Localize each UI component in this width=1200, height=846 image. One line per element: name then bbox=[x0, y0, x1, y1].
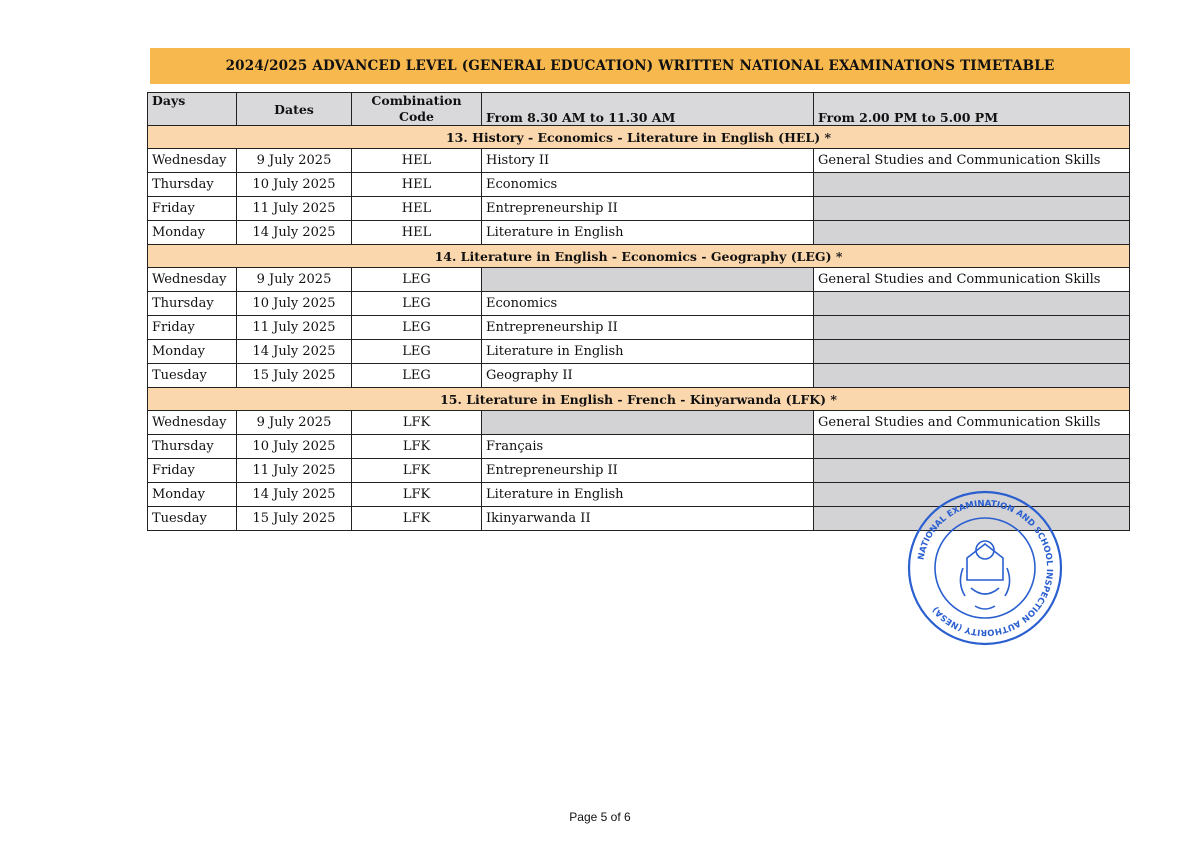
table-row bbox=[148, 221, 1130, 245]
day-cell: Tuesday bbox=[148, 507, 237, 531]
afternoon-subject-cell: General Studies and Communication Skills bbox=[814, 268, 1130, 292]
day-cell: Thursday bbox=[148, 292, 237, 316]
combination-code-cell: LFK bbox=[352, 435, 482, 459]
morning-subject-cell: Français bbox=[482, 435, 814, 459]
morning-subject-cell: Literature in English bbox=[482, 483, 814, 507]
morning-subject-cell: Literature in English bbox=[482, 221, 814, 245]
combination-code-cell: HEL bbox=[352, 197, 482, 221]
combination-code-cell: HEL bbox=[352, 173, 482, 197]
afternoon-subject-cell bbox=[814, 364, 1130, 388]
day-cell: Thursday bbox=[148, 173, 237, 197]
combination-code-cell: HEL bbox=[352, 221, 482, 245]
day-cell: Thursday bbox=[148, 435, 237, 459]
date-cell: 10 July 2025 bbox=[237, 173, 352, 197]
morning-subject-cell: Entrepreneurship II bbox=[482, 197, 814, 221]
morning-subject-cell: Entrepreneurship II bbox=[482, 459, 814, 483]
combination-code-cell: LEG bbox=[352, 268, 482, 292]
afternoon-subject-cell bbox=[814, 435, 1130, 459]
timetable-title: 2024/2025 ADVANCED LEVEL (GENERAL EDUCATION) WRITTEN NATIONAL EXAMINATIONS TIMETABLE bbox=[150, 48, 1130, 84]
afternoon-subject-cell bbox=[814, 221, 1130, 245]
table-row bbox=[148, 316, 1130, 340]
svg-text:NATIONAL EXAMINATION AND SCHOO bbox=[917, 499, 1055, 637]
table-row bbox=[148, 149, 1130, 173]
combination-section-heading bbox=[148, 126, 1130, 149]
table-row bbox=[148, 197, 1130, 221]
date-cell: 14 July 2025 bbox=[237, 340, 352, 364]
morning-subject-cell bbox=[482, 268, 814, 292]
section-heading-text: 15. Literature in English - French - Kinyarwanda (LFK) * bbox=[148, 388, 1130, 411]
day-cell: Monday bbox=[148, 221, 237, 245]
morning-subject-cell: Geography II bbox=[482, 364, 814, 388]
combination-code-cell: LEG bbox=[352, 340, 482, 364]
date-cell: 9 July 2025 bbox=[237, 149, 352, 173]
table-row bbox=[148, 292, 1130, 316]
morning-subject-cell: Economics bbox=[482, 292, 814, 316]
timetable-body bbox=[148, 126, 1130, 531]
date-cell: 10 July 2025 bbox=[237, 292, 352, 316]
timetable-table bbox=[147, 92, 1130, 531]
morning-subject-cell: Economics bbox=[482, 173, 814, 197]
date-cell: 11 July 2025 bbox=[237, 459, 352, 483]
table-header-row bbox=[148, 93, 1130, 126]
combination-code-cell: LFK bbox=[352, 507, 482, 531]
day-cell: Wednesday bbox=[148, 268, 237, 292]
combination-section-heading bbox=[148, 245, 1130, 268]
nesa-seal-stamp bbox=[905, 488, 1065, 648]
morning-subject-cell: Entrepreneurship II bbox=[482, 316, 814, 340]
morning-subject-cell bbox=[482, 411, 814, 435]
combination-code-cell: LEG bbox=[352, 292, 482, 316]
day-cell: Wednesday bbox=[148, 149, 237, 173]
combination-code-cell: LEG bbox=[352, 364, 482, 388]
table-row bbox=[148, 340, 1130, 364]
date-cell: 11 July 2025 bbox=[237, 197, 352, 221]
afternoon-subject-cell bbox=[814, 459, 1130, 483]
table-row bbox=[148, 459, 1130, 483]
date-cell: 15 July 2025 bbox=[237, 507, 352, 531]
table-row bbox=[148, 364, 1130, 388]
date-cell: 14 July 2025 bbox=[237, 221, 352, 245]
section-heading-text: 13. History - Economics - Literature in English (HEL) * bbox=[148, 126, 1130, 149]
day-cell: Wednesday bbox=[148, 411, 237, 435]
header-morning-session: From 8.30 AM to 11.30 AM bbox=[482, 93, 814, 126]
day-cell: Friday bbox=[148, 459, 237, 483]
day-cell: Monday bbox=[148, 340, 237, 364]
combination-code-cell: LFK bbox=[352, 483, 482, 507]
date-cell: 14 July 2025 bbox=[237, 483, 352, 507]
combination-section-heading bbox=[148, 388, 1130, 411]
table-row bbox=[148, 411, 1130, 435]
header-combination-code: Combination Code bbox=[352, 93, 482, 126]
date-cell: 15 July 2025 bbox=[237, 364, 352, 388]
header-dates: Dates bbox=[237, 93, 352, 126]
day-cell: Tuesday bbox=[148, 364, 237, 388]
page-number: Page 5 of 6 bbox=[569, 810, 631, 824]
day-cell: Monday bbox=[148, 483, 237, 507]
date-cell: 10 July 2025 bbox=[237, 435, 352, 459]
morning-subject-cell: History II bbox=[482, 149, 814, 173]
date-cell: 9 July 2025 bbox=[237, 411, 352, 435]
day-cell: Friday bbox=[148, 316, 237, 340]
afternoon-subject-cell bbox=[814, 340, 1130, 364]
afternoon-subject-cell bbox=[814, 173, 1130, 197]
afternoon-subject-cell: General Studies and Communication Skills bbox=[814, 411, 1130, 435]
morning-subject-cell: Literature in English bbox=[482, 340, 814, 364]
date-cell: 11 July 2025 bbox=[237, 316, 352, 340]
date-cell: 9 July 2025 bbox=[237, 268, 352, 292]
table-row bbox=[148, 268, 1130, 292]
combination-code-cell: LFK bbox=[352, 411, 482, 435]
table-row bbox=[148, 435, 1130, 459]
morning-subject-cell: Ikinyarwanda II bbox=[482, 507, 814, 531]
combination-code-cell: LEG bbox=[352, 316, 482, 340]
day-cell: Friday bbox=[148, 197, 237, 221]
afternoon-subject-cell bbox=[814, 292, 1130, 316]
header-afternoon-session: From 2.00 PM to 5.00 PM bbox=[814, 93, 1130, 126]
combination-code-cell: HEL bbox=[352, 149, 482, 173]
section-heading-text: 14. Literature in English - Economics - Geography (LEG) * bbox=[148, 245, 1130, 268]
combination-code-cell: LFK bbox=[352, 459, 482, 483]
table-row bbox=[148, 173, 1130, 197]
seal-text: NATIONAL EXAMINATION AND SCHOOL INSPECTION AUTHORITY (NESA) bbox=[916, 498, 1055, 638]
afternoon-subject-cell bbox=[814, 316, 1130, 340]
header-days: Days bbox=[148, 93, 237, 126]
afternoon-subject-cell: General Studies and Communication Skills bbox=[814, 149, 1130, 173]
afternoon-subject-cell bbox=[814, 197, 1130, 221]
